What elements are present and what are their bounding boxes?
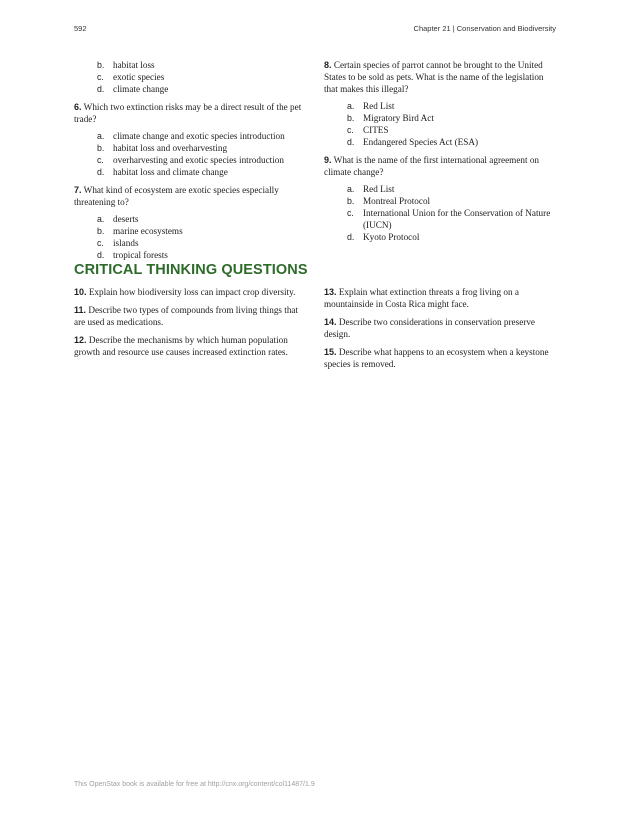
- option: b. habitat loss: [97, 60, 155, 70]
- question-13: 13. Explain what extinction threats a frog living on a mountainside in Costa Rica might face.: [324, 287, 519, 309]
- question-15: 15. Describe what happens to an ecosystem when a keystone species is removed.: [324, 347, 549, 369]
- option: a. deserts: [97, 214, 139, 224]
- question-9: 9. What is the name of the first international agreement on climate change?: [324, 155, 540, 177]
- option: c. International Union for the Conservation of Nature (IUCN): [347, 208, 551, 230]
- question-7: 7. What kind of ecosystem are exotic species especially threatening to?: [74, 185, 279, 207]
- option: d. Kyoto Protocol: [347, 232, 420, 242]
- option: d. habitat loss and climate change: [97, 167, 228, 177]
- question-8: 8. Certain species of parrot cannot be brought to the United States to be sold as pets. What is the name of the legislation that makes this illegal?: [324, 60, 544, 94]
- option: a. Red List: [347, 101, 395, 111]
- chapter-title: Chapter 21 | Conservation and Biodiversity: [413, 24, 556, 33]
- question-14: 14. Describe two considerations in conservation preserve design.: [324, 317, 536, 339]
- option: b. Montreal Protocol: [347, 196, 431, 206]
- question-11: 11. Describe two types of compounds from living things that are used as medications.: [74, 305, 299, 327]
- section-title: CRITICAL THINKING QUESTIONS: [74, 262, 308, 278]
- option: a. Red List: [347, 184, 395, 194]
- left-column-mcq: [74, 59, 306, 267]
- question-10: 10. Explain how biodiversity loss can impact crop diversity.: [74, 287, 296, 297]
- right-column-mcq: [324, 59, 556, 249]
- option: c. islands: [97, 238, 139, 248]
- option: c. CITES: [347, 125, 389, 135]
- question-7-options: [74, 213, 306, 261]
- question-6-options: [74, 130, 306, 178]
- page-number: 592: [74, 24, 87, 33]
- page-header: [74, 24, 556, 36]
- critical-left-column: [74, 286, 306, 364]
- q5-options-continued: [74, 59, 306, 95]
- footer-note: This OpenStax book is available for free at http://cnx.org/content/col11487/1.9: [74, 781, 315, 788]
- question-12: 12. Describe the mechanisms by which human population growth and resource use causes increased extinction rates.: [74, 335, 288, 357]
- question-6: 6. Which two extinction risks may be a direct result of the pet trade?: [74, 102, 302, 124]
- option: b. marine ecosystems: [97, 226, 183, 236]
- option: a. climate change and exotic species introduction: [97, 131, 285, 141]
- question-8-options: [324, 100, 556, 148]
- option: c. overharvesting and exotic species introduction: [97, 155, 284, 165]
- option: d. tropical forests: [97, 250, 168, 260]
- option: b. Migratory Bird Act: [347, 113, 434, 123]
- critical-right-column: [324, 286, 556, 376]
- option: d. climate change: [97, 84, 169, 94]
- option: c. exotic species: [97, 72, 165, 82]
- option: b. habitat loss and overharvesting: [97, 143, 228, 153]
- option: d. Endangered Species Act (ESA): [347, 137, 479, 147]
- question-9-options: [324, 183, 556, 243]
